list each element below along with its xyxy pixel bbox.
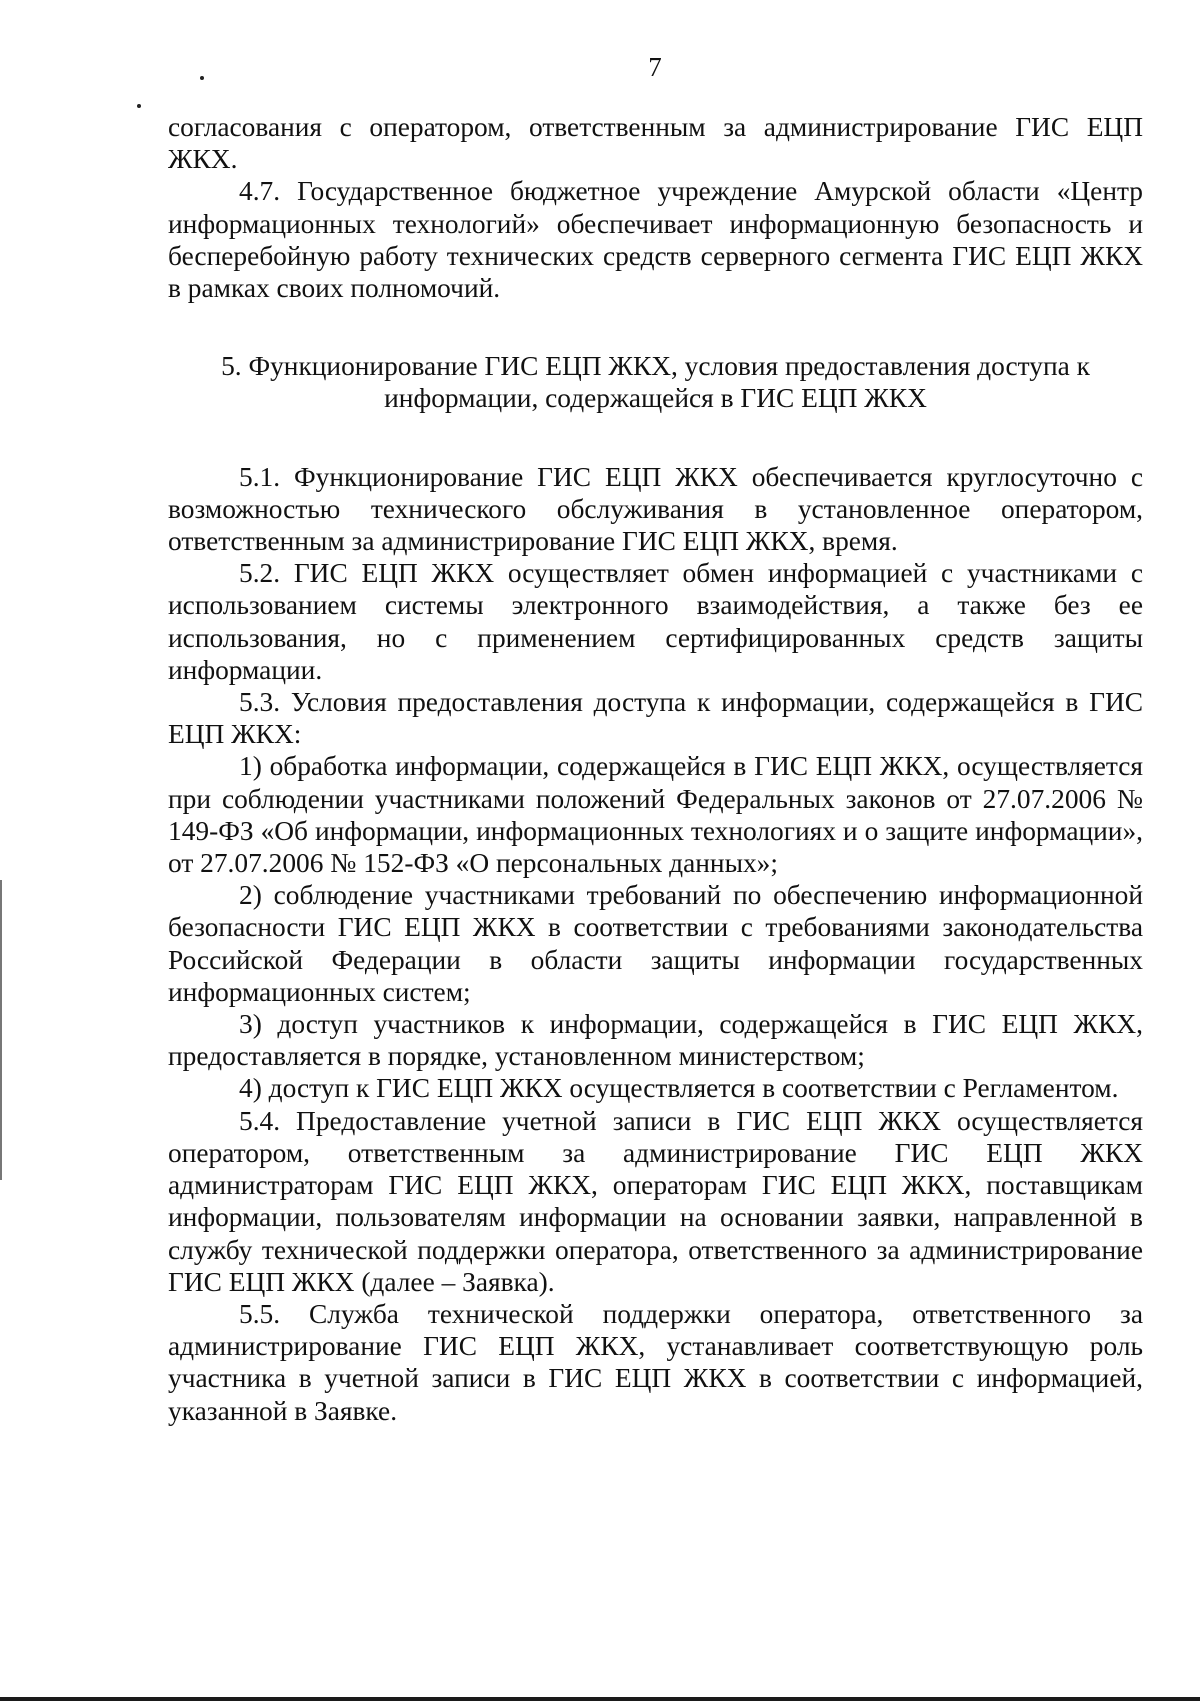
paragraph-4-7: 4.7. Государственное бюджетное учреждение Амурской области «Центр информационных технологий» обеспечивает информационную безопасность и бесперебойную работу технических средств серверного сегмента ГИС ЕЦП ЖКХ в рамках своих полномочий. — [168, 176, 1143, 304]
list-item-3: 3) доступ участников к информации, содержащейся в ГИС ЕЦП ЖКХ, предоставляется в порядке, установленном министерством; — [168, 1009, 1143, 1072]
paragraph-5-2: 5.2. ГИС ЕЦП ЖКХ осуществляет обмен информацией с участниками с использованием системы электронного взаимодействия, а также без ее использования, но с применением сертифицированных средств защиты информации. — [168, 558, 1143, 685]
paragraph-5-5: 5.5. Служба технической поддержки оператора, ответственного за администрирование ГИС ЕЦП ЖКХ, устанавливает соответствующую роль участника в учетной записи в ГИС ЕЦП ЖКХ в соответствии с информацией, указанной в Заявке. — [168, 1298, 1143, 1426]
list-item-2: 2) соблюдение участниками требований по обеспечению информационной безопасности ГИС ЕЦП ЖКХ в соответствии с требованиями законодательства Российской Федерации в области защиты информации государственных информационных систем; — [168, 880, 1143, 1007]
list-item-1: 1) обработка информации, содержащейся в ГИС ЕЦП ЖКХ, осуществляется при соблюдении участниками положений Федеральных законов от 27.07.2006 № 149-ФЗ «Об информации, информационных технологиях и о защите информации», от 27.07.2006 № 152-ФЗ «О персональных данных»; — [168, 751, 1143, 879]
section-title: 5. Функционирование ГИС ЕЦП ЖКХ, условия предоставления доступа к информации, содержащейся в ГИС ЕЦП ЖКХ — [221, 351, 1090, 414]
paragraph-5-4: 5.4. Предоставление учетной записи в ГИС ЕЦП ЖКХ осуществляется оператором, ответственным за администрирование ГИС ЕЦП ЖКХ администраторам ГИС ЕЦП ЖКХ, операторам ГИС ЕЦП ЖКХ, поставщикам информации, пользователям информации на основании заявки, направленной в службу технической поддержки оператора, ответственного за администрирование ГИС ЕЦП ЖКХ (далее – Заявка). — [168, 1105, 1143, 1297]
page-number: 7 — [648, 52, 662, 82]
scan-edge-shadow — [0, 880, 2, 1180]
scan-bottom-edge — [0, 1697, 1200, 1701]
paragraph-5-1: 5.1. Функционирование ГИС ЕЦП ЖКХ обеспечивается круглосуточно с возможностью технического обслуживания в установленное оператором, ответственным за администрирование ГИС ЕЦП ЖКХ, время. — [168, 461, 1143, 557]
scan-speck — [137, 104, 141, 108]
list-item-4: 4) доступ к ГИС ЕЦП ЖКХ осуществляется в соответствии с Регламентом. — [239, 1073, 1119, 1104]
paragraph-continued: согласования с оператором, ответственным за администрирование ГИС ЕЦП ЖКХ. — [168, 112, 1143, 175]
document-body — [168, 111, 1143, 1427]
paragraph-5-3: 5.3. Условия предоставления доступа к информации, содержащейся в ГИС ЕЦП ЖКХ: — [168, 687, 1143, 750]
